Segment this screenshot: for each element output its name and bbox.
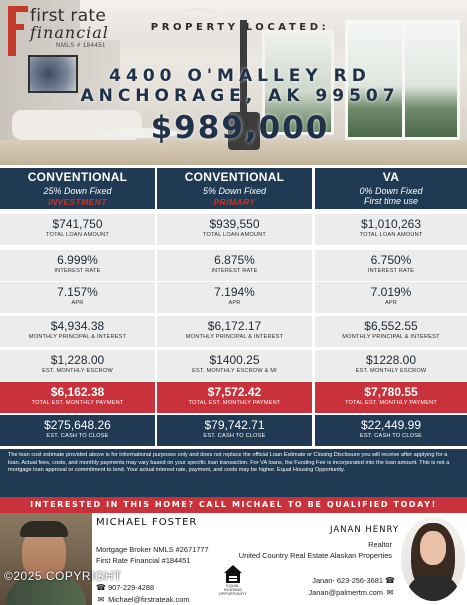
loan-officer-name: MICHAEL FOSTER xyxy=(96,517,198,528)
interest-rate-cell xyxy=(315,250,467,281)
cell-value: $79,742.71 xyxy=(204,418,265,432)
cell-value: 7.157% xyxy=(57,285,98,299)
cell-value: $939,550 xyxy=(209,217,260,231)
realtor-name: JANAN HENRY xyxy=(330,525,400,535)
copyright-watermark: ©2025 COPYRIGHT xyxy=(4,569,122,583)
phone-icon: ☎ xyxy=(385,576,395,585)
principal-interest-cell xyxy=(157,316,312,347)
principal-interest-cell xyxy=(0,316,155,347)
column-header xyxy=(315,168,467,209)
cell-label: INTEREST RATE xyxy=(54,268,101,274)
logo-mark-icon xyxy=(6,6,28,56)
apr-cell xyxy=(157,282,312,313)
cell-label: TOTAL EST. MONTHLY PAYMENT xyxy=(344,400,438,406)
contact-footer xyxy=(0,513,467,605)
loan-officer-email-text: Michael@firstrateak.com xyxy=(108,595,190,604)
equal-housing-text: EQUAL HOUSING OPPORTUNITY xyxy=(218,584,248,596)
column-subtitle: 25% Down Fixed xyxy=(43,186,112,196)
total-payment-cell xyxy=(315,382,467,413)
loan-amount-cell xyxy=(0,214,155,245)
cell-label: APR xyxy=(71,300,84,306)
cell-value: 7.194% xyxy=(214,285,255,299)
equal-housing-logo xyxy=(218,565,248,595)
cell-label: MONTHLY PRINCIPAL & INTEREST xyxy=(28,334,127,340)
cell-label: MONTHLY PRINCIPAL & INTEREST xyxy=(342,334,440,340)
cell-value: $1,228.00 xyxy=(50,353,105,367)
cell-label: EST. CASH TO CLOSE xyxy=(46,433,109,439)
cell-value: $6,552.55 xyxy=(364,319,418,333)
cell-value: $741,750 xyxy=(52,217,103,231)
call-to-action-banner: INTERESTED IN THIS HOME? CALL MICHAEL TO BE QUALIFIED TODAY! xyxy=(0,497,467,513)
phone-icon: ☎ xyxy=(96,583,106,592)
cell-label: TOTAL EST. MONTHLY PAYMENT xyxy=(31,400,124,406)
email-icon: ✉ xyxy=(386,588,394,597)
column-subtitle: 5% Down Fixed xyxy=(202,186,267,196)
cash-to-close-cell xyxy=(0,415,155,446)
column-subtitle-2: First time use xyxy=(363,196,418,206)
realtor-photo xyxy=(401,517,465,601)
cell-label: EST. CASH TO CLOSE xyxy=(359,433,423,439)
cell-value: $6,172.17 xyxy=(207,319,262,333)
interest-rate-cell xyxy=(157,250,312,281)
cell-value: $1228.00 xyxy=(365,353,417,367)
loan-column-va xyxy=(315,168,467,439)
loan-amount-cell xyxy=(157,214,312,245)
cell-value: 7.019% xyxy=(370,285,412,299)
brand-name-line2: financial xyxy=(30,23,109,42)
cell-value: 6.750% xyxy=(370,253,412,267)
realtor-phone[interactable] xyxy=(312,576,395,585)
cell-value: $275,648.26 xyxy=(44,418,111,432)
loan-officer-email[interactable] xyxy=(96,595,190,604)
cell-value: $1,010,263 xyxy=(360,217,422,231)
cash-to-close-cell xyxy=(315,415,467,446)
email-icon: ✉ xyxy=(97,595,105,604)
hero-photo xyxy=(0,0,467,165)
cell-label: TOTAL EST. MONTHLY PAYMENT xyxy=(188,400,281,406)
apr-cell xyxy=(315,282,467,313)
interest-rate-cell xyxy=(0,250,155,281)
cell-value: $1400.25 xyxy=(209,353,260,367)
escrow-cell xyxy=(157,350,312,381)
realtor-title: Realtor xyxy=(368,540,392,549)
loan-officer-phone[interactable] xyxy=(96,583,154,592)
cell-label: EST. CASH TO CLOSE xyxy=(203,433,266,439)
total-payment-cell xyxy=(0,382,155,413)
realtor-email[interactable] xyxy=(308,588,395,597)
loan-column-conventional-primary xyxy=(157,168,312,439)
cash-to-close-cell xyxy=(157,415,312,446)
property-price: $989,000 xyxy=(150,110,330,146)
column-header xyxy=(0,168,155,209)
cell-value: $6,162.38 xyxy=(50,385,105,399)
cell-value: $7,780.55 xyxy=(364,385,418,399)
realtor-phone-text: Janan- 623-256-3681 xyxy=(312,576,383,585)
column-title: CONVENTIONAL xyxy=(27,170,128,184)
loan-amount-cell xyxy=(315,214,467,245)
column-header xyxy=(157,168,312,209)
cell-value: $7,572.42 xyxy=(207,385,262,399)
cell-value: $22,449.99 xyxy=(360,418,422,432)
cell-label: TOTAL LOAN AMOUNT xyxy=(203,232,266,238)
brand-logo xyxy=(6,4,118,60)
cell-label: EST. MONTHLY ESCROW xyxy=(42,368,113,374)
cell-label: APR xyxy=(228,300,241,306)
column-title: CONVENTIONAL xyxy=(184,170,285,184)
principal-interest-cell xyxy=(315,316,467,347)
loan-officer-company: First Rate Financial #184451 xyxy=(96,556,191,565)
realtor-email-text: Janan@palmertm.com xyxy=(308,588,383,597)
property-label: PROPERTY LOCATED: xyxy=(150,22,330,33)
escrow-cell xyxy=(0,350,155,381)
column-tag: INVESTMENT xyxy=(48,197,107,207)
column-tag: PRIMARY xyxy=(213,197,256,207)
loan-officer-phone-text: 907-229-4288 xyxy=(108,583,155,592)
loan-column-conventional-investment xyxy=(0,168,155,439)
cell-label: APR xyxy=(384,300,398,306)
cell-label: TOTAL LOAN AMOUNT xyxy=(359,232,423,238)
total-payment-cell xyxy=(157,382,312,413)
loan-officer-nmls: Mortgage Broker NMLS #2671777 xyxy=(96,545,209,554)
cell-label: MONTHLY PRINCIPAL & INTEREST xyxy=(185,334,284,340)
cell-value: $4,934.38 xyxy=(50,319,105,333)
address-line2: ANCHORAGE, AK 99507 xyxy=(80,86,400,106)
column-subtitle: 0% Down Fixed xyxy=(359,186,423,196)
cell-value: 6.999% xyxy=(57,253,98,267)
cell-label: INTEREST RATE xyxy=(211,268,258,274)
disclaimer-text: The loan cost estimate provided above is for informational purposes only and does not replace the official Loan Estimate or Closing Disclosure you will receive after applying for a loan. Actual fees, costs, and monthly payments may vary based on your specific loan transaction. For VA loans, the Funding Fee is incorporated into the loan amount. This is not a mortgage loan approval or commitment to lend. Your actual interest rate, payment, and costs may be higher. Equal Housing Opportunity. xyxy=(0,449,467,497)
column-title: VA xyxy=(382,170,400,184)
address-line1: 4400 O'MALLEY RD xyxy=(109,66,371,86)
cell-label: EST. MONTHLY ESCROW xyxy=(355,368,427,374)
realtor-company: United Country Real Estate Alaskan Properties xyxy=(238,551,392,560)
brand-name-line1: first rate xyxy=(30,6,107,26)
loan-officer-photo xyxy=(0,513,92,605)
cell-value: 6.875% xyxy=(214,253,255,267)
brand-nmls: NMLS # 184451 xyxy=(56,43,106,49)
cell-label: INTEREST RATE xyxy=(367,268,415,274)
cell-label: EST. MONTHLY ESCROW & MI xyxy=(192,368,277,374)
equal-housing-icon xyxy=(224,565,242,583)
apr-cell xyxy=(0,282,155,313)
cell-label: TOTAL LOAN AMOUNT xyxy=(46,232,109,238)
escrow-cell xyxy=(315,350,467,381)
